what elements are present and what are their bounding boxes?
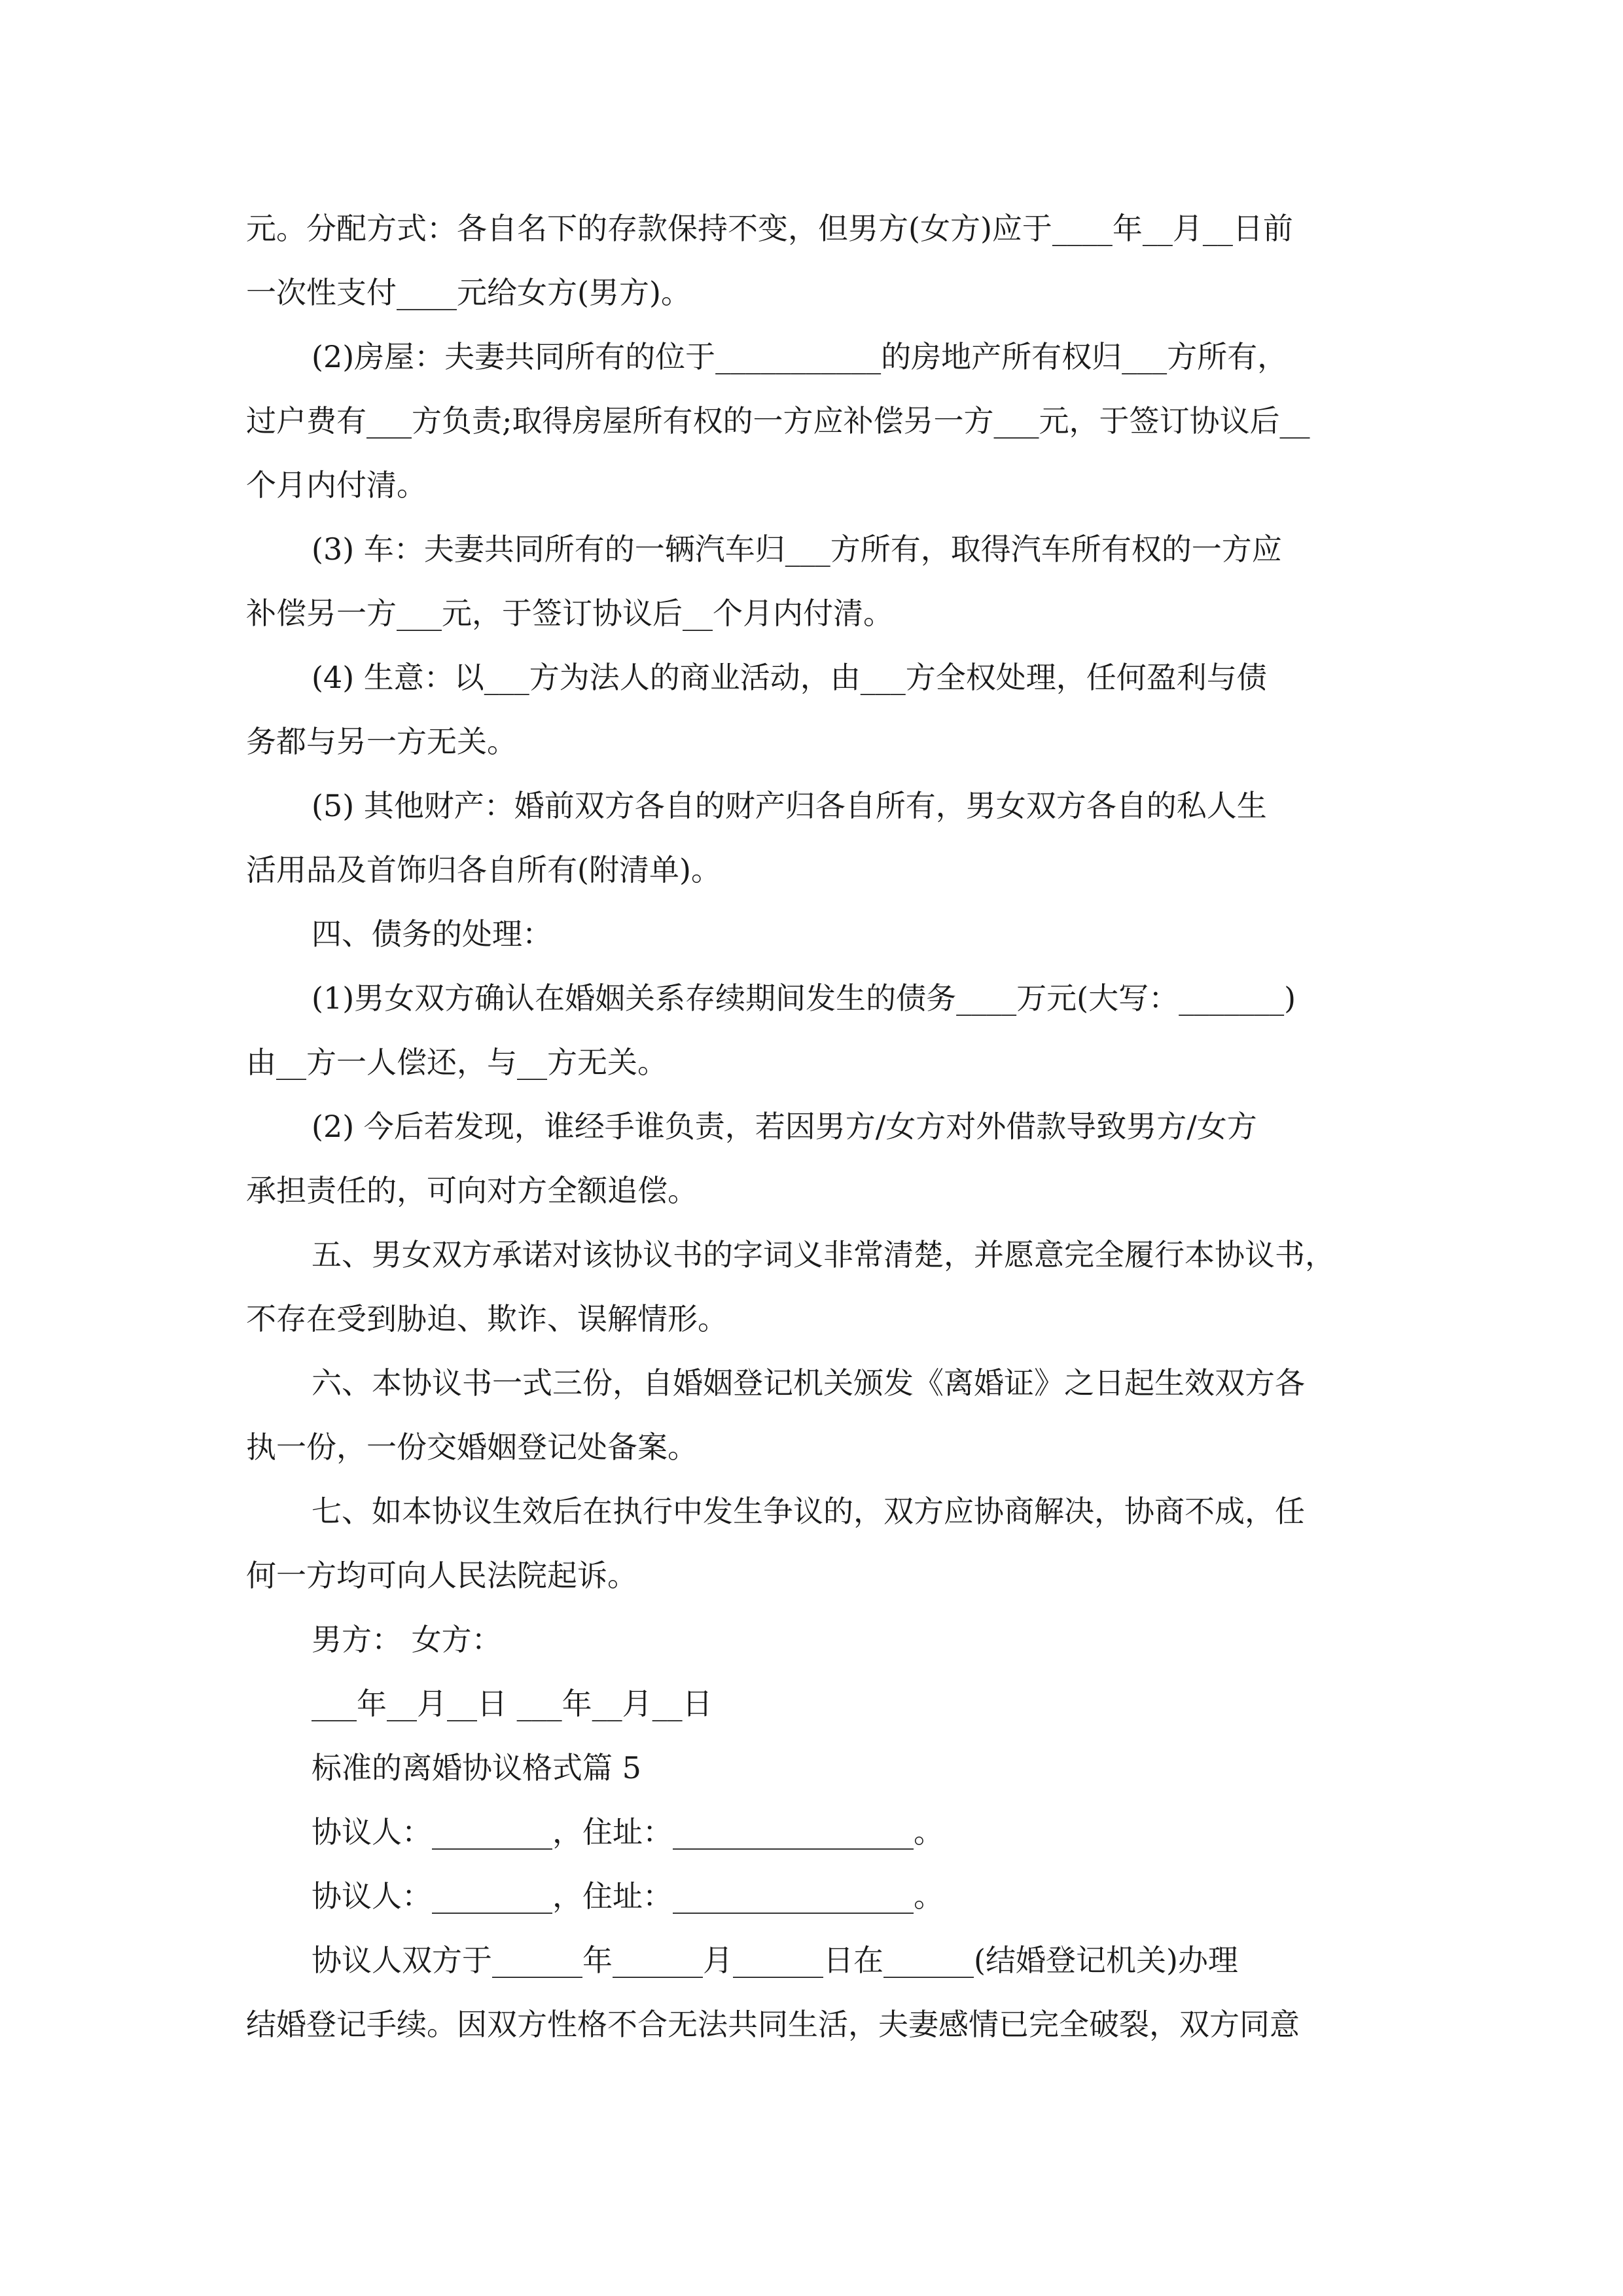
text-line: 不存在受到胁迫、欺诈、误解情形。 [246, 1301, 728, 1336]
text-line: 五、男女双方承诺对该协议书的字词义非常清楚，并愿意完全履行本协议书， [312, 1237, 1335, 1272]
text-line: (2) 今后若发现，谁经手谁负责，若因男方/女方对外借款导致男方/女方 [312, 1109, 1257, 1144]
text-line: (4) 生意：以___方为法人的商业活动，由___方全权处理，任何盈利与债 [312, 660, 1267, 695]
text-line: 一次性支付____元给女方(男方)。 [246, 275, 691, 310]
text-line: 何一方均可向人民法院起诉。 [246, 1558, 637, 1593]
text-line: (1)男女双方确认在婚姻关系存续期间发生的债务____万元(大写：_______) [312, 980, 1296, 1016]
signature-dates: ___年__月__日 ___年__月__日 [312, 1686, 713, 1721]
text-line: (5) 其他财产：婚前双方各自的财产归各自所有，男女双方各自的私人生 [312, 788, 1267, 823]
section-title: 标准的离婚协议格式篇 5 [312, 1750, 641, 1785]
text-line: 个月内付清。 [246, 467, 427, 503]
text-line: (3) 车：夫妻共同所有的一辆汽车归___方所有，取得汽车所有权的一方应 [312, 531, 1282, 567]
document-page [246, 196, 1378, 2056]
text-line: 结婚登记手续。因双方性格不合无法共同生活，夫妻感情已完全破裂，双方同意 [246, 2007, 1300, 2042]
text-line: 由__方一人偿还，与__方无关。 [246, 1045, 668, 1080]
text-line: 务都与另一方无关。 [246, 724, 517, 759]
section-heading: 四、债务的处理： [312, 916, 552, 952]
text-line: 协议人双方于______年______月______日在______(结婚登记机关)办理 [312, 1943, 1238, 1978]
text-line: 活用品及首饰归各自所有(附清单)。 [246, 852, 721, 888]
text-line: 过户费有___方负责;取得房屋所有权的一方应补偿另一方___元，于签订协议后__ [246, 403, 1310, 439]
text-line: 六、本协议书一式三份，自婚姻登记机关颁发《离婚证》之日起生效双方各 [312, 1365, 1305, 1401]
text-line: (2)房屋：夫妻共同所有的位于___________的房地产所有权归___方所有， [312, 339, 1288, 374]
text-line: 元。分配方式：各自名下的存款保持不变，但男方(女方)应于____年__月__日前 [246, 211, 1293, 246]
party-line: 协议人：________，住址：________________。 [312, 1814, 944, 1850]
text-line: 七、如本协议生效后在执行中发生争议的，双方应协商解决，协商不成，任 [312, 1494, 1305, 1529]
signature-labels: 男方： 女方： [312, 1622, 502, 1657]
text-line: 执一份，一份交婚姻登记处备案。 [246, 1429, 698, 1465]
text-line: 承担责任的，可向对方全额追偿。 [246, 1173, 698, 1208]
party-line: 协议人：________，住址：________________。 [312, 1878, 944, 1914]
text-line: 补偿另一方___元，于签订协议后__个月内付清。 [246, 596, 893, 631]
